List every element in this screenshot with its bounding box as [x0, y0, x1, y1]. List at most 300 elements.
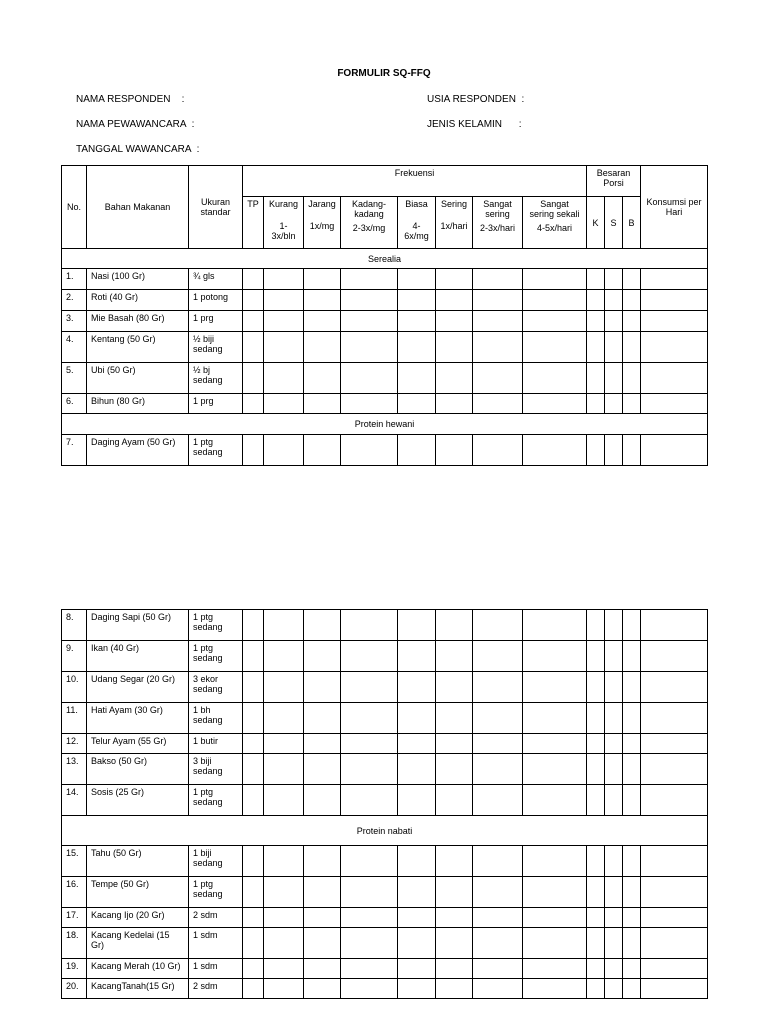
- porsi-cell[interactable]: [623, 754, 641, 785]
- frekuensi-cell[interactable]: [473, 610, 523, 641]
- frekuensi-cell[interactable]: [243, 754, 264, 785]
- item-ukuran: 2 sdm: [189, 908, 243, 928]
- table-row: [62, 641, 708, 672]
- frekuensi-cell[interactable]: [398, 734, 436, 754]
- frekuensi-cell[interactable]: [473, 785, 523, 816]
- frekuensi-cell[interactable]: [523, 610, 587, 641]
- frekuensi-cell[interactable]: [264, 754, 304, 785]
- table-row: [62, 908, 708, 928]
- frekuensi-cell[interactable]: [473, 672, 523, 703]
- header-freq-sering: Sering 1x/hari: [436, 197, 473, 249]
- frekuensi-cell[interactable]: [243, 785, 264, 816]
- frekuensi-cell[interactable]: [264, 332, 304, 363]
- frekuensi-cell[interactable]: [473, 979, 523, 999]
- frekuensi-cell[interactable]: [341, 703, 398, 734]
- porsi-cell[interactable]: [605, 332, 623, 363]
- frekuensi-cell[interactable]: [304, 785, 341, 816]
- item-no: 16.: [62, 877, 87, 908]
- header-frekuensi: Frekuensi: [243, 166, 587, 197]
- section-serealia: Serealia: [62, 249, 708, 269]
- frekuensi-cell[interactable]: [304, 846, 341, 877]
- frekuensi-cell[interactable]: [264, 610, 304, 641]
- frekuensi-cell[interactable]: [243, 959, 264, 979]
- frekuensi-cell[interactable]: [264, 703, 304, 734]
- frekuensi-cell[interactable]: [264, 394, 304, 414]
- table-row: [62, 269, 708, 290]
- frekuensi-cell[interactable]: [398, 703, 436, 734]
- frekuensi-cell[interactable]: [473, 754, 523, 785]
- item-ukuran: ½ bj sedang: [189, 363, 243, 394]
- frekuensi-cell[interactable]: [398, 435, 436, 466]
- item-ukuran: 3 ekor sedang: [189, 672, 243, 703]
- konsumsi-cell[interactable]: [641, 332, 708, 363]
- frekuensi-cell[interactable]: [436, 734, 473, 754]
- porsi-cell[interactable]: [587, 785, 605, 816]
- porsi-cell[interactable]: [605, 928, 623, 959]
- frekuensi-cell[interactable]: [523, 363, 587, 394]
- porsi-cell[interactable]: [623, 672, 641, 703]
- item-ukuran: 1 ptg sedang: [189, 785, 243, 816]
- frekuensi-cell[interactable]: [398, 928, 436, 959]
- frekuensi-cell[interactable]: [436, 846, 473, 877]
- item-no: 13.: [62, 754, 87, 785]
- porsi-cell[interactable]: [623, 703, 641, 734]
- frekuensi-cell[interactable]: [523, 290, 587, 311]
- porsi-cell[interactable]: [605, 672, 623, 703]
- porsi-cell[interactable]: [587, 290, 605, 311]
- header-freq-sangat-sering-sekali: Sangat sering sekali 4-5x/hari: [523, 197, 587, 249]
- frekuensi-cell[interactable]: [436, 290, 473, 311]
- item-no: 11.: [62, 703, 87, 734]
- frekuensi-cell[interactable]: [523, 908, 587, 928]
- porsi-cell[interactable]: [623, 877, 641, 908]
- header-freq-kurang: Kurang 1-3x/bln: [264, 197, 304, 249]
- frekuensi-cell[interactable]: [341, 734, 398, 754]
- porsi-cell[interactable]: [623, 908, 641, 928]
- frekuensi-cell[interactable]: [523, 703, 587, 734]
- porsi-cell[interactable]: [623, 928, 641, 959]
- frekuensi-cell[interactable]: [398, 610, 436, 641]
- konsumsi-cell[interactable]: [641, 734, 708, 754]
- frekuensi-cell[interactable]: [304, 610, 341, 641]
- item-no: 10.: [62, 672, 87, 703]
- porsi-cell[interactable]: [587, 877, 605, 908]
- nama-pewawancara-label: NAMA PEWAWANCARA :: [76, 119, 195, 130]
- frekuensi-cell[interactable]: [264, 959, 304, 979]
- frekuensi-cell[interactable]: [243, 610, 264, 641]
- item-bahan: Kacang Kedelai (15 Gr): [87, 928, 189, 959]
- konsumsi-cell[interactable]: [641, 311, 708, 332]
- frekuensi-cell[interactable]: [264, 311, 304, 332]
- frekuensi-cell[interactable]: [243, 290, 264, 311]
- item-ukuran: 1 butir: [189, 734, 243, 754]
- frekuensi-cell[interactable]: [243, 332, 264, 363]
- frekuensi-cell[interactable]: [473, 877, 523, 908]
- frekuensi-cell[interactable]: [436, 435, 473, 466]
- frekuensi-cell[interactable]: [304, 311, 341, 332]
- frekuensi-cell[interactable]: [304, 703, 341, 734]
- item-bahan: Tempe (50 Gr): [87, 877, 189, 908]
- konsumsi-cell[interactable]: [641, 269, 708, 290]
- frekuensi-cell[interactable]: [523, 928, 587, 959]
- frekuensi-cell[interactable]: [398, 877, 436, 908]
- frekuensi-cell[interactable]: [473, 394, 523, 414]
- frekuensi-cell[interactable]: [341, 785, 398, 816]
- header-besaran-porsi: Besaran Porsi: [587, 166, 641, 197]
- section-protein-hewani: Protein hewani: [62, 414, 708, 435]
- frekuensi-cell[interactable]: [304, 363, 341, 394]
- porsi-cell[interactable]: [623, 435, 641, 466]
- ffq-table-page1: [61, 165, 708, 466]
- frekuensi-cell[interactable]: [341, 672, 398, 703]
- item-bahan: Bakso (50 Gr): [87, 754, 189, 785]
- item-bahan: Ubi (50 Gr): [87, 363, 189, 394]
- frekuensi-cell[interactable]: [436, 311, 473, 332]
- frekuensi-cell[interactable]: [304, 641, 341, 672]
- frekuensi-cell[interactable]: [523, 311, 587, 332]
- frekuensi-cell[interactable]: [243, 846, 264, 877]
- konsumsi-cell[interactable]: [641, 754, 708, 785]
- konsumsi-cell[interactable]: [641, 363, 708, 394]
- porsi-cell[interactable]: [587, 269, 605, 290]
- porsi-cell[interactable]: [587, 435, 605, 466]
- frekuensi-cell[interactable]: [398, 363, 436, 394]
- frekuensi-cell[interactable]: [243, 703, 264, 734]
- frekuensi-cell[interactable]: [398, 311, 436, 332]
- porsi-cell[interactable]: [587, 332, 605, 363]
- table-row: [62, 754, 708, 785]
- konsumsi-cell[interactable]: [641, 290, 708, 311]
- porsi-cell[interactable]: [587, 959, 605, 979]
- frekuensi-cell[interactable]: [264, 290, 304, 311]
- frekuensi-cell[interactable]: [436, 928, 473, 959]
- frekuensi-cell[interactable]: [436, 672, 473, 703]
- porsi-cell[interactable]: [623, 846, 641, 877]
- frekuensi-cell[interactable]: [398, 846, 436, 877]
- frekuensi-cell[interactable]: [523, 332, 587, 363]
- frekuensi-cell[interactable]: [304, 332, 341, 363]
- frekuensi-cell[interactable]: [473, 703, 523, 734]
- table-row: [62, 290, 708, 311]
- porsi-cell[interactable]: [605, 311, 623, 332]
- frekuensi-cell[interactable]: [473, 363, 523, 394]
- frekuensi-cell[interactable]: [436, 610, 473, 641]
- porsi-cell[interactable]: [623, 363, 641, 394]
- frekuensi-cell[interactable]: [523, 846, 587, 877]
- header-freq-kadang: Kadang-kadang 2-3x/mg: [341, 197, 398, 249]
- frekuensi-cell[interactable]: [304, 672, 341, 703]
- frekuensi-cell[interactable]: [304, 908, 341, 928]
- table-row: [62, 846, 708, 877]
- table-row: [62, 332, 708, 363]
- table-row: [62, 979, 708, 999]
- item-ukuran: 1 prg: [189, 311, 243, 332]
- item-no: 19.: [62, 959, 87, 979]
- porsi-cell[interactable]: [587, 311, 605, 332]
- header-porsi-s: S: [605, 197, 623, 249]
- frekuensi-cell[interactable]: [341, 394, 398, 414]
- frekuensi-cell[interactable]: [473, 269, 523, 290]
- porsi-cell[interactable]: [605, 754, 623, 785]
- frekuensi-cell[interactable]: [341, 877, 398, 908]
- frekuensi-cell[interactable]: [341, 269, 398, 290]
- frekuensi-cell[interactable]: [473, 290, 523, 311]
- table-row: [62, 363, 708, 394]
- porsi-cell[interactable]: [605, 959, 623, 979]
- frekuensi-cell[interactable]: [264, 785, 304, 816]
- frekuensi-cell[interactable]: [473, 846, 523, 877]
- konsumsi-cell[interactable]: [641, 394, 708, 414]
- item-bahan: Roti (40 Gr): [87, 290, 189, 311]
- frekuensi-cell[interactable]: [436, 979, 473, 999]
- frekuensi-cell[interactable]: [304, 877, 341, 908]
- porsi-cell[interactable]: [587, 703, 605, 734]
- item-ukuran: 1 prg: [189, 394, 243, 414]
- item-bahan: Ikan (40 Gr): [87, 641, 189, 672]
- frekuensi-cell[interactable]: [436, 394, 473, 414]
- frekuensi-cell[interactable]: [398, 290, 436, 311]
- porsi-cell[interactable]: [605, 363, 623, 394]
- frekuensi-cell[interactable]: [523, 269, 587, 290]
- frekuensi-cell[interactable]: [398, 754, 436, 785]
- frekuensi-cell[interactable]: [473, 959, 523, 979]
- porsi-cell[interactable]: [623, 785, 641, 816]
- frekuensi-cell[interactable]: [341, 754, 398, 785]
- item-no: 2.: [62, 290, 87, 311]
- porsi-cell[interactable]: [605, 785, 623, 816]
- konsumsi-cell[interactable]: [641, 928, 708, 959]
- frekuensi-cell[interactable]: [398, 641, 436, 672]
- frekuensi-cell[interactable]: [523, 394, 587, 414]
- konsumsi-cell[interactable]: [641, 785, 708, 816]
- konsumsi-cell[interactable]: [641, 979, 708, 999]
- porsi-cell[interactable]: [587, 928, 605, 959]
- frekuensi-cell[interactable]: [243, 641, 264, 672]
- frekuensi-cell[interactable]: [398, 394, 436, 414]
- item-ukuran: 1 potong: [189, 290, 243, 311]
- frekuensi-cell[interactable]: [264, 641, 304, 672]
- header-freq-biasa: Biasa 4-6x/mg: [398, 197, 436, 249]
- frekuensi-cell[interactable]: [523, 877, 587, 908]
- frekuensi-cell[interactable]: [341, 290, 398, 311]
- frekuensi-cell[interactable]: [523, 959, 587, 979]
- frekuensi-cell[interactable]: [436, 641, 473, 672]
- porsi-cell[interactable]: [605, 269, 623, 290]
- frekuensi-cell[interactable]: [523, 979, 587, 999]
- porsi-cell[interactable]: [605, 846, 623, 877]
- porsi-cell[interactable]: [605, 979, 623, 999]
- item-ukuran: ¾ gls: [189, 269, 243, 290]
- frekuensi-cell[interactable]: [341, 959, 398, 979]
- frekuensi-cell[interactable]: [436, 908, 473, 928]
- frekuensi-cell[interactable]: [341, 311, 398, 332]
- frekuensi-cell[interactable]: [304, 734, 341, 754]
- frekuensi-cell[interactable]: [436, 754, 473, 785]
- item-bahan: Tahu (50 Gr): [87, 846, 189, 877]
- frekuensi-cell[interactable]: [264, 435, 304, 466]
- frekuensi-cell[interactable]: [473, 908, 523, 928]
- porsi-cell[interactable]: [587, 394, 605, 414]
- frekuensi-cell[interactable]: [436, 269, 473, 290]
- porsi-cell[interactable]: [605, 610, 623, 641]
- frekuensi-cell[interactable]: [243, 672, 264, 703]
- frekuensi-cell[interactable]: [341, 908, 398, 928]
- frekuensi-cell[interactable]: [243, 734, 264, 754]
- porsi-cell[interactable]: [605, 641, 623, 672]
- frekuensi-cell[interactable]: [264, 979, 304, 999]
- table-row: [62, 734, 708, 754]
- frekuensi-cell[interactable]: [304, 269, 341, 290]
- porsi-cell[interactable]: [605, 734, 623, 754]
- frekuensi-cell[interactable]: [341, 610, 398, 641]
- konsumsi-cell[interactable]: [641, 908, 708, 928]
- konsumsi-cell[interactable]: [641, 846, 708, 877]
- porsi-cell[interactable]: [623, 734, 641, 754]
- porsi-cell[interactable]: [623, 610, 641, 641]
- porsi-cell[interactable]: [623, 959, 641, 979]
- frekuensi-cell[interactable]: [398, 785, 436, 816]
- konsumsi-cell[interactable]: [641, 672, 708, 703]
- frekuensi-cell[interactable]: [264, 877, 304, 908]
- frekuensi-cell[interactable]: [243, 979, 264, 999]
- frekuensi-cell[interactable]: [341, 332, 398, 363]
- frekuensi-cell[interactable]: [473, 332, 523, 363]
- porsi-cell[interactable]: [605, 703, 623, 734]
- frekuensi-cell[interactable]: [264, 928, 304, 959]
- frekuensi-cell[interactable]: [436, 959, 473, 979]
- porsi-cell[interactable]: [623, 311, 641, 332]
- porsi-cell[interactable]: [587, 846, 605, 877]
- frekuensi-cell[interactable]: [264, 908, 304, 928]
- frekuensi-cell[interactable]: [304, 754, 341, 785]
- porsi-cell[interactable]: [605, 435, 623, 466]
- table-row: [62, 672, 708, 703]
- frekuensi-cell[interactable]: [341, 435, 398, 466]
- section-protein-nabati: Protein nabati: [62, 816, 708, 846]
- item-no: 14.: [62, 785, 87, 816]
- frekuensi-cell[interactable]: [264, 269, 304, 290]
- frekuensi-cell[interactable]: [398, 959, 436, 979]
- frekuensi-cell[interactable]: [243, 311, 264, 332]
- frekuensi-cell[interactable]: [436, 703, 473, 734]
- porsi-cell[interactable]: [605, 908, 623, 928]
- porsi-cell[interactable]: [587, 908, 605, 928]
- header-no: No.: [62, 166, 87, 249]
- frekuensi-cell[interactable]: [398, 979, 436, 999]
- frekuensi-cell[interactable]: [523, 785, 587, 816]
- frekuensi-cell[interactable]: [264, 672, 304, 703]
- frekuensi-cell[interactable]: [243, 394, 264, 414]
- frekuensi-cell[interactable]: [341, 928, 398, 959]
- item-ukuran: 1 ptg sedang: [189, 877, 243, 908]
- frekuensi-cell[interactable]: [523, 734, 587, 754]
- porsi-cell[interactable]: [623, 269, 641, 290]
- porsi-cell[interactable]: [605, 290, 623, 311]
- frekuensi-cell[interactable]: [264, 363, 304, 394]
- frekuensi-cell[interactable]: [304, 435, 341, 466]
- frekuensi-cell[interactable]: [473, 928, 523, 959]
- frekuensi-cell[interactable]: [304, 290, 341, 311]
- frekuensi-cell[interactable]: [243, 877, 264, 908]
- frekuensi-cell[interactable]: [304, 979, 341, 999]
- frekuensi-cell[interactable]: [341, 846, 398, 877]
- frekuensi-cell[interactable]: [243, 928, 264, 959]
- konsumsi-cell[interactable]: [641, 435, 708, 466]
- frekuensi-cell[interactable]: [243, 908, 264, 928]
- frekuensi-cell[interactable]: [473, 641, 523, 672]
- porsi-cell[interactable]: [587, 979, 605, 999]
- item-bahan: Nasi (100 Gr): [87, 269, 189, 290]
- item-no: 1.: [62, 269, 87, 290]
- frekuensi-cell[interactable]: [341, 363, 398, 394]
- item-no: 6.: [62, 394, 87, 414]
- frekuensi-cell[interactable]: [243, 269, 264, 290]
- porsi-cell[interactable]: [623, 641, 641, 672]
- frekuensi-cell[interactable]: [523, 641, 587, 672]
- porsi-cell[interactable]: [587, 641, 605, 672]
- frekuensi-cell[interactable]: [436, 363, 473, 394]
- porsi-cell[interactable]: [587, 734, 605, 754]
- frekuensi-cell[interactable]: [398, 672, 436, 703]
- porsi-cell[interactable]: [623, 290, 641, 311]
- porsi-cell[interactable]: [605, 394, 623, 414]
- frekuensi-cell[interactable]: [304, 394, 341, 414]
- konsumsi-cell[interactable]: [641, 959, 708, 979]
- frekuensi-cell[interactable]: [264, 734, 304, 754]
- frekuensi-cell[interactable]: [436, 877, 473, 908]
- frekuensi-cell[interactable]: [304, 959, 341, 979]
- form-title: FORMULIR SQ-FFQ: [337, 68, 431, 79]
- nama-responden-label: NAMA RESPONDEN :: [76, 94, 185, 105]
- frekuensi-cell[interactable]: [304, 928, 341, 959]
- porsi-cell[interactable]: [587, 363, 605, 394]
- porsi-cell[interactable]: [623, 332, 641, 363]
- item-bahan: Telur Ayam (55 Gr): [87, 734, 189, 754]
- porsi-cell[interactable]: [587, 610, 605, 641]
- frekuensi-cell[interactable]: [523, 672, 587, 703]
- frekuensi-cell[interactable]: [398, 908, 436, 928]
- frekuensi-cell[interactable]: [243, 363, 264, 394]
- konsumsi-cell[interactable]: [641, 703, 708, 734]
- frekuensi-cell[interactable]: [523, 435, 587, 466]
- frekuensi-cell[interactable]: [341, 979, 398, 999]
- item-no: 15.: [62, 846, 87, 877]
- frekuensi-cell[interactable]: [398, 332, 436, 363]
- header-ukuran-standar: Ukuran standar: [189, 166, 243, 249]
- frekuensi-cell[interactable]: [473, 435, 523, 466]
- frekuensi-cell[interactable]: [473, 734, 523, 754]
- konsumsi-cell[interactable]: [641, 877, 708, 908]
- porsi-cell[interactable]: [587, 672, 605, 703]
- porsi-cell[interactable]: [605, 877, 623, 908]
- frekuensi-cell[interactable]: [523, 754, 587, 785]
- frekuensi-cell[interactable]: [341, 641, 398, 672]
- table-row: [62, 311, 708, 332]
- frekuensi-cell[interactable]: [473, 311, 523, 332]
- item-bahan: Kacang Merah (10 Gr): [87, 959, 189, 979]
- ffq-table-page2: [61, 609, 708, 999]
- frekuensi-cell[interactable]: [243, 435, 264, 466]
- porsi-cell[interactable]: [587, 754, 605, 785]
- konsumsi-cell[interactable]: [641, 641, 708, 672]
- porsi-cell[interactable]: [623, 979, 641, 999]
- frekuensi-cell[interactable]: [264, 846, 304, 877]
- porsi-cell[interactable]: [623, 394, 641, 414]
- konsumsi-cell[interactable]: [641, 610, 708, 641]
- frekuensi-cell[interactable]: [436, 332, 473, 363]
- frekuensi-cell[interactable]: [398, 269, 436, 290]
- frekuensi-cell[interactable]: [436, 785, 473, 816]
